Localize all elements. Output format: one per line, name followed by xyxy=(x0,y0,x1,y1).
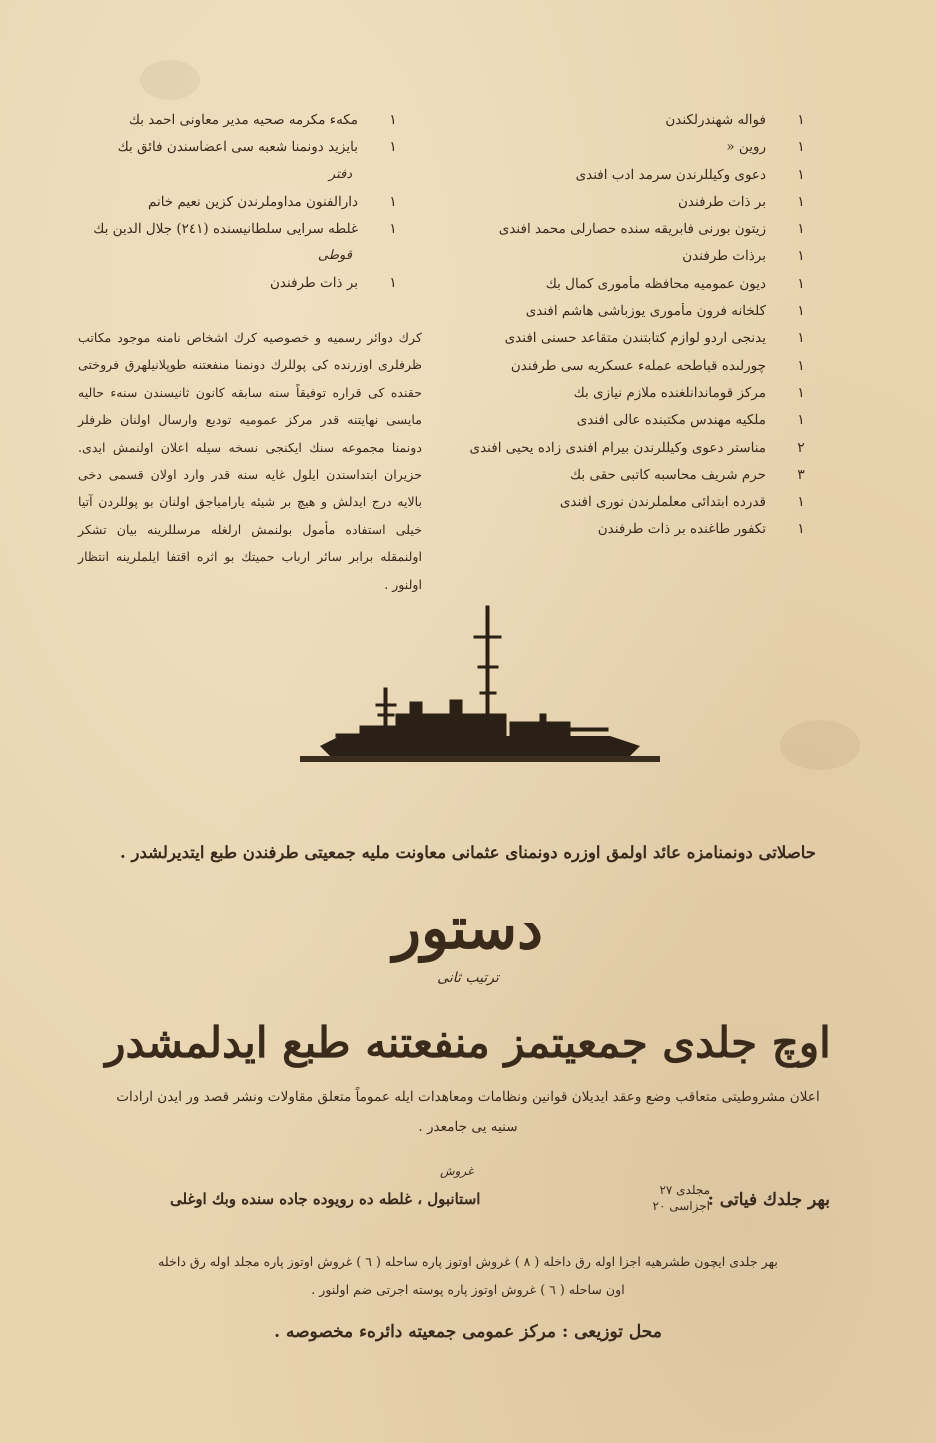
donor-name: مناستر دعوى وكيللرندن بيرام افندى زاده يحيى افندى xyxy=(470,439,766,456)
donor-amount: ١ xyxy=(797,521,805,538)
headline: اوچ جلدى جمعيتمز منفعتنه طبع ايدلمشدر xyxy=(105,1018,831,1067)
description-line-1: اعلان مشروطيتى متعاقب وضع وعقد ايديلان قوانين ونظامات ومعاهدات ايله عموماً متعلق مقاولات ونشر قصد ور ايدن ارادات xyxy=(116,1089,820,1105)
price-label: بهر جلدك فياتى : xyxy=(707,1190,830,1210)
donor-amount: ١ xyxy=(389,139,397,156)
section-heading-daftar: دفتر xyxy=(328,166,352,182)
donor-amount: ١ xyxy=(797,166,805,183)
donor-amount: ١ xyxy=(797,139,805,156)
donor-name: برذات طرفندن xyxy=(682,248,766,265)
donor-name: روين « xyxy=(726,139,766,156)
donor-list-left xyxy=(72,112,422,302)
bound-label: مجلدى xyxy=(676,1183,710,1197)
printing-announcement: حاصلاتى دونمنامزه عائد اولمق اوزره دونمناى عثمانى معاونت مليه جمعيتى طرفندن طبع ايتديرلشدر . xyxy=(120,843,816,862)
sales-location: استانبول ، غلطه ده رويوده جاده سنده وبك اوغلى xyxy=(170,1190,481,1208)
stamp-collection-notice: كرك دوائر رسميه و خصوصيه كرك اشخاص نامنه موجود مكاتب ظرفلرى اوزرنده كى پوللرك دونمنا منفعتنه طوپلانيلهرق فروختى حقنده كى قراره توفيقاً سنه سابقه كانون ثانيسندن سنهء حاليه مايسى نهايتنه قدر مركز عموميه توديع وارسال اولنان ظرفلر دونمنا مجموعه سنك ايكنجى نسخه سيله اعلان اولنمش ايدى. حزيران ابتداسندن ايلول غايه سنه قدر وارد اولان قسمى دخى بالايه درج ايدلش و هيچ بر شيئه يارامياجق اولنان بو پوللردن آتيا خيلى استفاده مأمول بولنمش ارلغله مرسللرينه بيان تشكر اولنمقله برابر سائر ارباب حميتك بو اثره اقتفا ايلملرينه انتظار اولنور . xyxy=(78,330,422,592)
distribution-point: محل توزيعى : مركز عمومى جمعيته دائرهء مخصوصه . xyxy=(274,1322,662,1342)
donor-name: بر ذات طرفندن xyxy=(678,193,766,210)
donor-amount: ١ xyxy=(389,275,397,292)
donor-amount: ١ xyxy=(797,221,805,238)
section-heading-qutu: قوطى xyxy=(317,248,352,264)
dustur-title-logo: دستور xyxy=(393,894,543,962)
price-values xyxy=(653,1182,710,1214)
donor-amount: ١ xyxy=(797,494,805,511)
donor-amount: ٢ xyxy=(797,439,805,456)
donor-name: حرم شريف محاسبه كاتبى حقى بك xyxy=(570,466,766,483)
donor-name: ملكيه مهندس مكتبنده عالى افندى xyxy=(576,412,766,429)
parts-label: اجزاسى xyxy=(669,1199,710,1213)
donor-amount: ١ xyxy=(797,384,805,401)
donor-name: چورلىده قباطحه عملهء عسكريه سى طرفندن xyxy=(510,357,766,374)
donor-amount: ١ xyxy=(389,112,397,128)
description-line-2: سنيه يى جامعدر . xyxy=(418,1119,518,1135)
donor-amount: ١ xyxy=(797,193,805,210)
shipping-note-line-2: اون ساحله ( ٦ ) غروش اوتوز پاره پوسته اجرتى ضم اولنور . xyxy=(311,1282,625,1297)
stain xyxy=(140,60,200,100)
donor-amount: ١ xyxy=(797,357,805,374)
donor-amount: ١ xyxy=(797,330,805,347)
donor-name: مركز قوماندانلغنده ملازم نيازى بك xyxy=(573,384,766,401)
donor-name: قدرده ابتدائى معلملرندن نورى افندى xyxy=(559,494,766,511)
donor-amount: ١ xyxy=(797,275,805,292)
description xyxy=(0,1082,936,1142)
donor-name: يدنجى اردو لوازم كتابتندن متقاعد حسنى افندى xyxy=(504,330,766,347)
donor-name: بايزيد دونمنا شعبه سى اعضاسندن فائق بك xyxy=(117,139,358,156)
currency-label: غروش xyxy=(440,1164,474,1178)
donor-name: دارالفنون مداوملرندن كزين نعيم خانم xyxy=(147,193,358,210)
donor-name: مكهء مكرمه صحيه مدير معاونى احمد بك xyxy=(128,112,358,128)
donor-amount: ٣ xyxy=(797,466,805,483)
edition-label: ترتيب ثانى xyxy=(437,970,499,986)
donor-amount: ١ xyxy=(389,193,397,210)
donor-amount: ١ xyxy=(797,248,805,265)
bound-price: ٢٧ xyxy=(659,1183,673,1197)
battleship-illustration xyxy=(300,596,660,766)
donor-name: كلخانه فرون مأمورى يوزباشى هاشم افندى xyxy=(525,303,766,320)
shipping-note xyxy=(0,1248,936,1304)
donor-amount: ١ xyxy=(389,220,397,237)
donor-name: زيتون بورنى فابريقه سنده حصارلى محمد افندى xyxy=(498,221,766,238)
donor-name: غلطه سرايى سلطانيسنده (٢٤١) جلال الدين بك xyxy=(93,220,358,237)
donor-list-right xyxy=(470,112,830,549)
shipping-note-line-1: بهر جلدى ايچون طشرهيه اجزا اوله رق داخله ( ٨ ) غروش اوتوز پاره ساحله ( ٦ ) غروش اوتوز پاره مجلد اوله رق داخله xyxy=(158,1254,778,1269)
donor-amount: ١ xyxy=(797,112,805,128)
donor-amount: ١ xyxy=(797,303,805,320)
donor-name: بر ذات طرفندن xyxy=(270,275,358,292)
donor-name: فواله شهندرلكندن xyxy=(665,112,766,128)
price-block xyxy=(170,1164,830,1234)
stain xyxy=(780,720,860,770)
donor-name: ديون عموميه محافظه مأمورى كمال بك xyxy=(545,275,766,292)
donor-name: دعوى وكيللرندن سرمد ادب افندى xyxy=(575,166,766,183)
donor-amount: ١ xyxy=(797,412,805,429)
donor-name: تكفور طاغنده بر ذات طرفندن xyxy=(597,521,766,538)
parts-price: ٢٠ xyxy=(652,1199,666,1213)
